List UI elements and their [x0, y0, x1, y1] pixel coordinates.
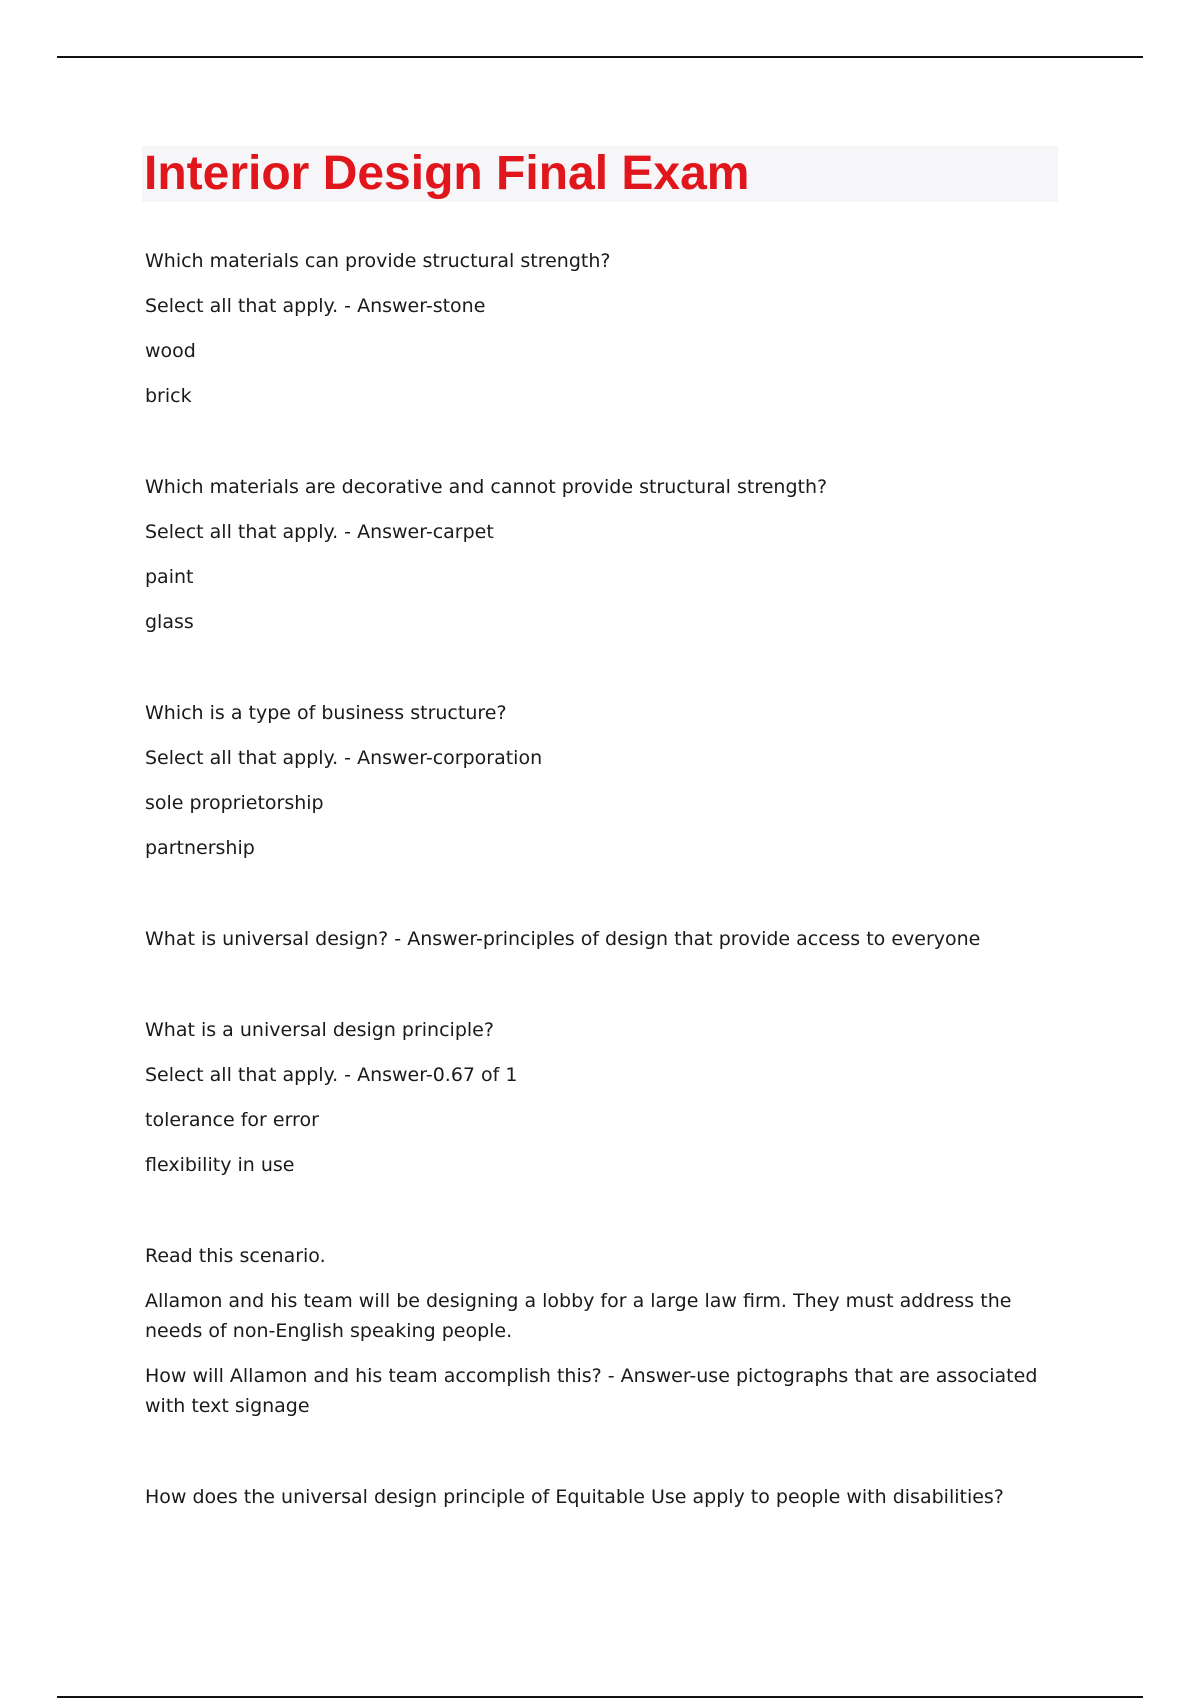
- answer-text: tolerance for error: [145, 1109, 319, 1131]
- answer-text: Select all that apply. - Answer-carpet: [145, 521, 494, 543]
- question-block: [145, 924, 1045, 954]
- answer-text: paint: [145, 566, 194, 588]
- question-text: What is universal design? - Answer-principles of design that provide access to everyone: [145, 928, 981, 950]
- answer-text: glass: [145, 611, 194, 633]
- question-text: Which materials are decorative and cannot provide structural strength?: [145, 476, 828, 498]
- question-block: [145, 1482, 1045, 1512]
- document-title: Interior Design Final Exam: [144, 147, 750, 200]
- answer-text: flexibility in use: [145, 1154, 295, 1176]
- question-block: [145, 698, 1045, 863]
- footer-rule: [57, 1696, 1143, 1698]
- answer-text: Select all that apply. - Answer-0.67 of 1: [145, 1064, 518, 1086]
- question-text: Read this scenario.: [145, 1245, 326, 1267]
- document-body: [145, 246, 1045, 1573]
- answer-text: wood: [145, 340, 196, 362]
- answer-text: brick: [145, 385, 192, 407]
- answer-text: Select all that apply. - Answer-corporation: [145, 747, 543, 769]
- question-text: How does the universal design principle of Equitable Use apply to people with disabilities?: [145, 1486, 1004, 1508]
- question-block: [145, 1241, 1045, 1421]
- question-block: [145, 472, 1045, 637]
- question-text: Which materials can provide structural strength?: [145, 250, 611, 272]
- header-rule: [57, 56, 1143, 58]
- answer-text: partnership: [145, 837, 255, 859]
- answer-text: Select all that apply. - Answer-stone: [145, 295, 486, 317]
- scenario-text: Allamon and his team will be designing a lobby for a large law firm. They must address the needs of non-English speaking people.: [145, 1290, 1012, 1342]
- answer-text: How will Allamon and his team accomplish this? - Answer-use pictographs that are associated with text signage: [145, 1365, 1038, 1417]
- question-block: [145, 246, 1045, 411]
- question-text: Which is a type of business structure?: [145, 702, 507, 724]
- question-text: What is a universal design principle?: [145, 1019, 494, 1041]
- answer-text: sole proprietorship: [145, 792, 324, 814]
- question-block: [145, 1015, 1045, 1180]
